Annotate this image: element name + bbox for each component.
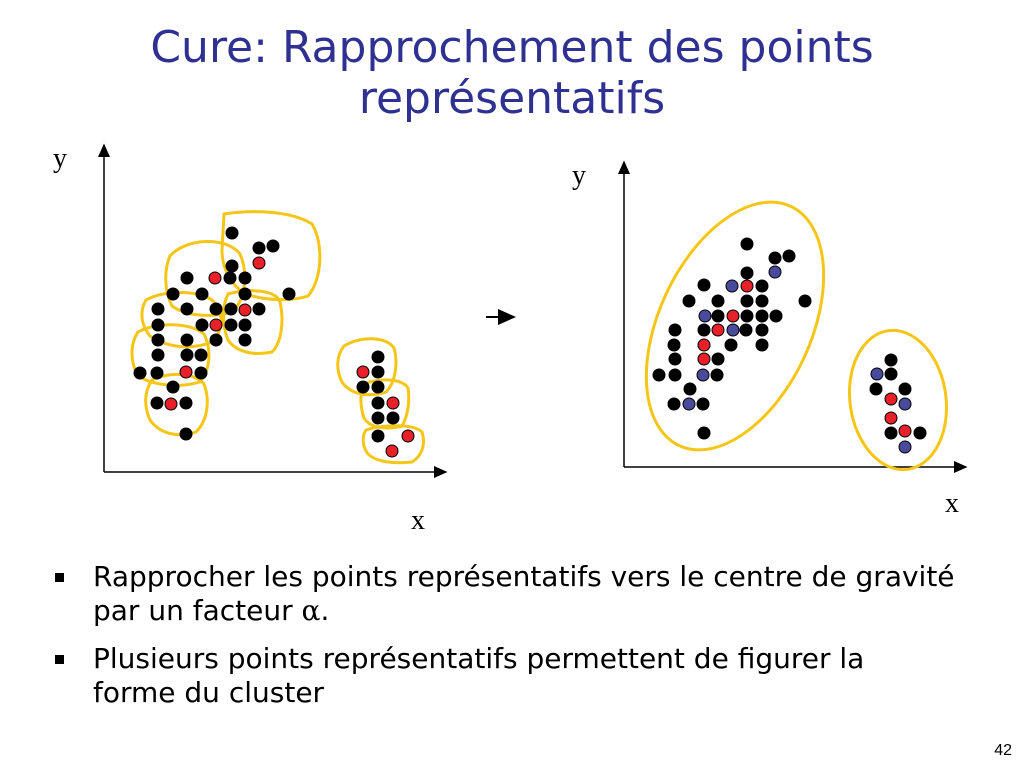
representative-point [357,366,369,378]
data-point [683,295,696,308]
data-point [195,349,208,362]
data-point [669,324,682,337]
shifted-representative-point [899,441,911,453]
representative-point [698,339,710,351]
data-point [253,242,266,255]
bullet-text: Rapprocher les points représentatifs vers le centre de gravité par un facteur [93,560,955,627]
data-point [134,367,147,380]
data-point [196,288,209,301]
data-point [239,334,252,347]
representative-point [899,425,911,437]
data-point [226,260,239,273]
data-point [152,303,165,316]
data-point [372,381,385,394]
data-point [210,334,223,347]
data-point [167,288,180,301]
data-point [181,349,194,362]
data-point [712,310,725,323]
data-point [196,319,209,332]
data-point [226,227,239,240]
data-point [224,272,237,285]
right-y-label: y [572,160,586,191]
data-point [180,397,193,410]
right-plot [572,160,966,519]
data-point [181,334,194,347]
shifted-representative-point [899,398,911,410]
data-point [387,412,400,425]
shifted-representative-point [727,324,739,336]
shifted-representative-point [697,369,709,381]
bullet-item [55,642,955,710]
data-point [267,240,280,253]
left-y-label: y [53,143,67,174]
representative-point [885,393,897,405]
cluster-outline-small [841,324,956,476]
bullet-item [55,560,955,628]
data-point [741,295,754,308]
data-point [725,339,738,352]
representative-point [712,324,724,336]
bullet-text: Plusieurs points représentatifs permettent de figurer la forme du cluster [93,642,865,709]
data-point [899,383,912,396]
representative-point [239,304,251,316]
representative-point [209,272,221,284]
representative-point [727,310,739,322]
data-point [669,369,682,382]
representative-point [253,257,265,269]
data-point [769,252,782,265]
bullet-marker [55,573,64,582]
data-point [357,381,370,394]
data-point [756,339,769,352]
shifted-representative-point [683,398,695,410]
data-point [885,368,898,381]
data-point [756,310,769,323]
data-point [225,303,238,316]
data-point [253,303,266,316]
data-point [885,427,898,440]
shifted-representative-point [769,266,781,278]
representative-point [180,366,192,378]
data-point [885,354,898,367]
data-point [697,398,710,411]
data-point [372,397,385,410]
data-point [712,353,725,366]
left-plot [53,143,446,536]
bullet-list [55,560,955,724]
data-point [372,366,385,379]
data-point [181,303,194,316]
alpha-symbol: α [301,594,321,627]
data-point [239,288,252,301]
data-point [180,428,193,441]
data-point [195,367,208,380]
data-point [756,280,769,293]
data-point [239,319,252,332]
representative-point [885,412,897,424]
data-point [698,279,711,292]
data-point [372,351,385,364]
data-point [653,369,666,382]
data-point [167,381,180,394]
data-point [151,397,164,410]
data-point [783,250,796,263]
data-point [181,272,194,285]
data-point [372,430,385,443]
data-point [799,295,812,308]
representative-point [165,398,177,410]
bullet-marker [55,655,64,664]
data-point [712,295,725,308]
cluster-outline [222,212,320,300]
representative-point [210,319,222,331]
data-point [669,353,682,366]
shifted-representative-point [871,368,883,380]
representative-point [698,353,710,365]
left-x-label: x [411,505,425,536]
data-point [152,334,165,347]
data-point [741,238,754,251]
data-point [151,367,164,380]
representative-point [386,445,398,457]
data-point [239,272,252,285]
data-point [668,398,681,411]
data-point [870,383,883,396]
data-point [698,427,711,440]
data-point [740,324,753,337]
slide-title: Cure: Rapprochement des points représentatifs [150,22,874,124]
data-point [741,310,754,323]
data-point [283,288,296,301]
right-data-points [653,238,927,440]
data-point [711,369,724,382]
representative-point [741,280,753,292]
representative-point [387,397,399,409]
data-point [225,319,238,332]
data-point [210,303,223,316]
shifted-representative-point [726,280,738,292]
data-point [152,349,165,362]
data-point [914,427,927,440]
data-point [770,310,783,323]
shifted-representative-point [699,310,711,322]
data-point [741,267,754,280]
bullet-text-end: . [320,594,330,627]
data-point [684,383,697,396]
data-point [756,324,769,337]
data-point [152,319,165,332]
representative-point [402,430,414,442]
left-data-points [134,227,400,443]
data-point [372,412,385,425]
page-number: 42 [994,742,1012,759]
right-x-label: x [945,488,959,519]
data-point [698,324,711,337]
data-point [756,295,769,308]
data-point [668,339,681,352]
